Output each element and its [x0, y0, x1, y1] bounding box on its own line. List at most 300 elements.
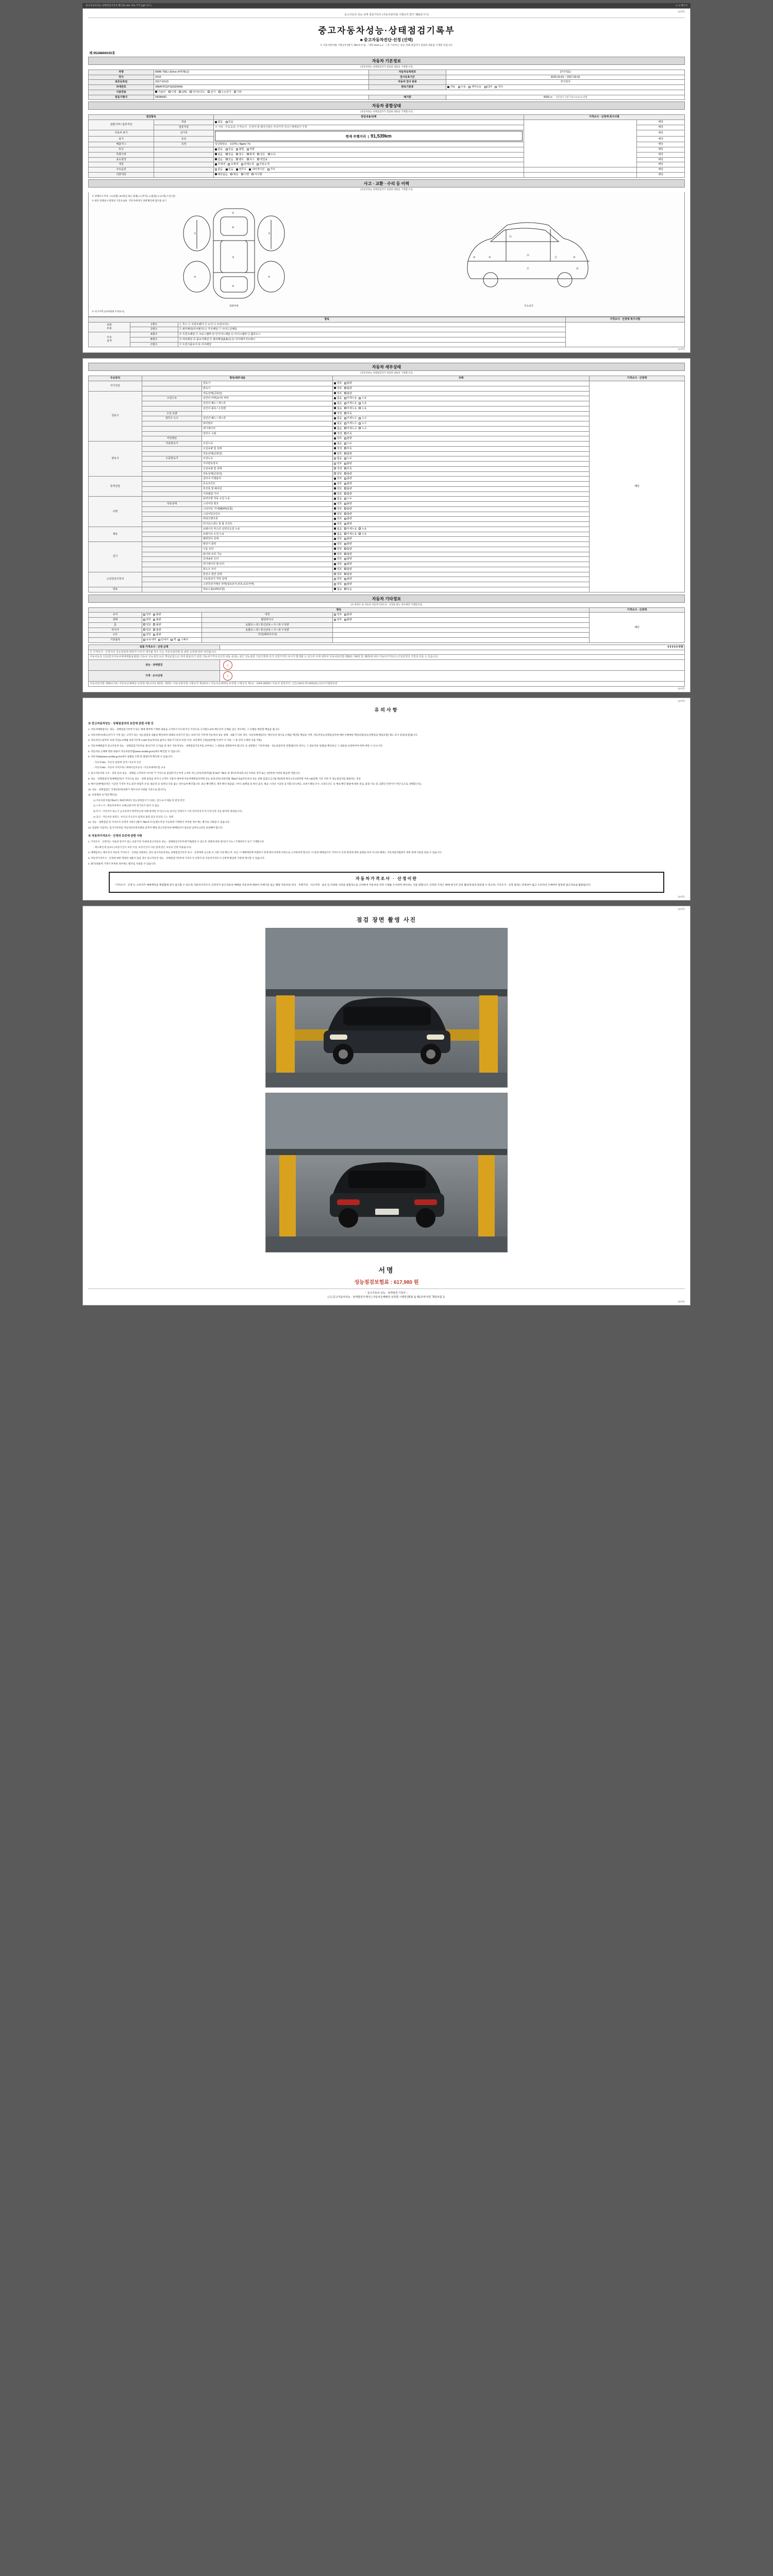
final-price-label: 최종 가격조사 · 산정 금액 — [89, 645, 220, 650]
detail-0-0-option-1[interactable]: 불량 — [344, 382, 352, 385]
history-none[interactable]: 없음 — [215, 153, 223, 157]
section-detail-sub: (자동차성능·상태점검자가 점검한 내용을 기재합니다) — [360, 371, 413, 375]
fuel-option-lpg[interactable]: LPG — [179, 91, 187, 94]
notice-item: 1) 노후노서 : 배당부위에서 교체/교환이력 열거되지 않아 다 없음 — [93, 804, 159, 807]
others-header-3: 가격조사 · 산정액 — [589, 607, 684, 613]
detail-2-0-option-0[interactable]: 없음 — [334, 442, 342, 446]
detail-item-0-1: 변속기 — [201, 386, 333, 391]
fuel-option-hydrogen[interactable]: 수소전기 — [219, 91, 231, 94]
detail-item-5-0: 브레이크 마스터 실린더오일 누유 — [201, 527, 333, 532]
notice-item: 1. 가격조사 · 산정자는 사실과 상이가 있는 보증기간 이내에 중고자동차 성능 · 상태점검기록부에기재(결과 수 있도록 성명에 의한 양식)가 가능 / 기재하다가 표기 기재합니다. — [88, 840, 265, 843]
notice-item: 5. 자동차의 손해에 관한 내용이 자동차관리법(www.car365.go.kr)에서 확인할 수 있습니다. — [88, 750, 181, 753]
usechange-rent[interactable]: 렌트 — [236, 158, 244, 162]
detail-opts-1-0 — [333, 391, 590, 396]
accident-group-1: 주요 골격 — [89, 332, 130, 347]
detail-5-0-option-0[interactable]: 없음 — [334, 528, 342, 531]
detail-item-1-1: 실린더 커버(로커) 커버 — [201, 396, 333, 401]
detail-4-5-option-1[interactable]: 불량 — [344, 522, 352, 526]
detail-4-4-option-0[interactable]: 양호 — [334, 517, 342, 521]
detail-3-1-option-0[interactable]: 양호 — [334, 482, 342, 486]
detail-1-4-option-0[interactable]: 적정 — [334, 412, 342, 416]
overall-label-2: 배출가스 — [89, 142, 154, 147]
detail-6-0-option-1[interactable]: 불량 — [344, 543, 352, 546]
detail-1-9-option-1[interactable]: 불량 — [344, 437, 352, 440]
mileage-cell — [213, 130, 524, 142]
detail-opts-6-2 — [333, 552, 590, 557]
section-accident-sub: (자동차성능·상태점검자가 점검한 내용을 기재합니다) — [360, 188, 413, 191]
color-achromatic[interactable]: 무채색 — [215, 163, 225, 166]
overall-header-3: 가격조사 · 산정액 특가사항 — [524, 115, 684, 120]
accident-items-0: ① 후드 ② 프론트펜더 ③ 도어 ④ 트렁크리드 — [178, 322, 565, 327]
table-row — [89, 80, 685, 85]
others-5-option-3[interactable]: 스패너 — [178, 638, 188, 642]
detail-opts-2-3 — [333, 456, 590, 462]
option-navigation[interactable]: 내비게이션 — [249, 168, 264, 172]
opt-none[interactable]: 없음 — [215, 121, 223, 124]
detail-opts-4-2 — [333, 506, 590, 512]
transmission-options — [446, 85, 685, 90]
fuel-option-gasoline[interactable]: 가솔린 — [155, 91, 165, 94]
detail-1-5-option-2[interactable]: 누수 — [359, 417, 366, 420]
others-4-option-0[interactable]: 양호 — [143, 633, 151, 637]
sheet-page-2 — [82, 358, 691, 692]
others2-0-option-0[interactable]: 양호 — [334, 613, 342, 617]
tuning-none[interactable]: 없음 — [215, 148, 223, 151]
option-yes[interactable]: 있음 — [226, 168, 233, 172]
detail-1-3-option-2[interactable]: 누유 — [359, 407, 366, 411]
detail-4-1-option-0[interactable]: 양호 — [334, 502, 342, 506]
detail-1-5-option-1[interactable]: 미세누수 — [344, 417, 357, 420]
detail-6-4-option-0[interactable]: 양호 — [334, 563, 342, 566]
detail-sub-6-5 — [142, 567, 202, 572]
detail-2-2-option-1[interactable]: 불량 — [344, 452, 352, 456]
detail-1-2-option-0[interactable]: 없음 — [334, 402, 342, 405]
detail-sub-2-5 — [142, 466, 202, 471]
detail-opts-3-1 — [333, 482, 590, 487]
car-frame-diagram-svg — [462, 205, 596, 302]
svg-text:⑤: ⑤ — [268, 275, 271, 279]
usechange-lease[interactable]: 리스 — [247, 158, 255, 162]
section-detail-title: 자동차 세부상태 — [88, 363, 685, 371]
detail-sub-2-0: 자동변속기 — [142, 442, 202, 447]
history-yes[interactable]: 있음 — [226, 153, 233, 157]
detail-5-1-option-2[interactable]: 누유 — [359, 533, 366, 536]
detail-item-6-0: 발전기 출력 — [201, 542, 333, 547]
svg-text:⑰: ⑰ — [527, 267, 530, 270]
detail-item-4-3: 스티어링조인트 — [201, 512, 333, 517]
table-row — [89, 645, 685, 650]
detail-3-3-option-0[interactable]: 양호 — [334, 493, 342, 496]
others2-1-option-0[interactable]: 양호 — [334, 618, 342, 622]
detail-sub-0-1 — [142, 386, 202, 391]
others-0-option-1[interactable]: 불량 — [153, 613, 161, 617]
others-4-option-1[interactable]: 불량 — [153, 633, 161, 637]
detail-6-4-option-1[interactable]: 불량 — [344, 563, 352, 566]
transmission-option-auto[interactable]: 자동 — [447, 86, 455, 89]
footer-line-1: 「 중고자동차 성능 · 상태점검 기록부 」 — [364, 1291, 409, 1295]
detail-sub-1-0 — [142, 391, 202, 396]
detail-sub-6-2 — [142, 552, 202, 557]
detail-opts-2-2 — [333, 451, 590, 456]
detail-1-7-option-1[interactable]: 미세누수 — [344, 427, 357, 431]
accident-rank-1: 2랭크 — [130, 327, 178, 332]
detail-4-0-option-0[interactable]: 없음 — [334, 497, 342, 501]
detail-opts-1-8 — [333, 431, 590, 436]
detail-state-table — [88, 376, 685, 592]
detail-6-5-option-0[interactable]: 양호 — [334, 568, 342, 571]
detail-3-0-option-0[interactable]: 양호 — [334, 477, 342, 481]
fuel-option-hybrid[interactable]: 하이브리드 — [190, 91, 205, 94]
sheet-page-3 — [82, 698, 691, 901]
detail-0-1-option-0[interactable]: 양호 — [334, 387, 342, 391]
detail-opts-3-0 — [333, 477, 590, 482]
detail-3-3-option-1[interactable]: 불량 — [344, 493, 352, 496]
detail-6-1-option-0[interactable]: 양호 — [334, 548, 342, 551]
page-title: 중고자동차성능·상태점검기록부 — [318, 26, 455, 36]
detail-1-1-option-1[interactable]: 미세누유 — [344, 397, 357, 400]
detail-7-0-option-1[interactable]: 불량 — [344, 573, 352, 577]
detail-6-2-option-1[interactable]: 불량 — [344, 553, 352, 556]
recall-na[interactable]: 해당없음 — [215, 173, 228, 177]
basic-value-2: 2017-03-03 — [154, 80, 369, 85]
footer-line-2: [ 1 ] 중고자동차성능 · 상태점검자 확인 | 자동차손해배상 보장법 시행령 [별표 1] 제1호에 따른 책임보험 등 — [328, 1296, 445, 1299]
others-5-option-1[interactable]: 안내서 — [158, 638, 169, 642]
damage-note: ※ 사고이력 (교차/외판 수정표시) — [92, 310, 125, 313]
detail-8-0-option-0[interactable]: 없음 — [334, 588, 342, 591]
usechange-yes[interactable]: 있음 — [226, 158, 233, 162]
detail-4-2-option-0[interactable]: 양호 — [334, 507, 342, 511]
fuel-option-etc[interactable]: 기타 — [234, 91, 242, 94]
fuel-options — [154, 90, 685, 95]
detail-1-2-option-2[interactable]: 누유 — [359, 402, 366, 405]
detail-3-0-option-1[interactable]: 불량 — [344, 477, 352, 481]
detail-2-6-option-0[interactable]: 양호 — [334, 472, 342, 476]
detail-3-2-option-0[interactable]: 양호 — [334, 487, 342, 491]
others-0-option-0[interactable]: 양호 — [143, 613, 151, 617]
inspection-photo-front[interactable] — [265, 928, 508, 1088]
detail-2-0-option-1[interactable]: 누유 — [344, 442, 352, 446]
detail-1-3-option-0[interactable]: 없음 — [334, 407, 342, 411]
fee-line — [88, 1278, 685, 1289]
others-3-option-1[interactable]: 불량 — [153, 629, 161, 632]
detail-1-0-option-0[interactable]: 양호 — [334, 392, 342, 396]
detail-5-0-option-1[interactable]: 미세누유 — [344, 528, 357, 531]
table-row — [89, 682, 685, 687]
detail-sub-4-5 — [142, 522, 202, 527]
others-opts2-2 — [333, 622, 590, 628]
others-1-option-1[interactable]: 불량 — [153, 618, 161, 622]
detail-1-1-option-2[interactable]: 누유 — [359, 397, 366, 400]
others-table — [88, 607, 685, 643]
detail-2-1-option-1[interactable]: 부족 — [344, 447, 352, 451]
seal-icon-2: 인 — [223, 671, 232, 681]
detail-group-2: 변속기 — [89, 442, 142, 477]
detail-sub-4-3 — [142, 512, 202, 517]
detail-opts-7-0 — [333, 572, 590, 577]
company-value-2 — [220, 671, 684, 682]
detail-opts-4-4 — [333, 517, 590, 522]
others-label2-3: 윤활유 □ 좌 / 통산균동 □ 우 / 좌 구성량 — [201, 628, 333, 633]
notice-item: - 자동차365 : 자동차 실판매 검색 / 자동차 등록 — [93, 760, 141, 764]
detail-1-6-option-2[interactable]: 누수 — [359, 422, 366, 426]
detail-2-4-option-0[interactable]: 양호 — [334, 462, 342, 466]
detail-6-3-option-0[interactable]: 양호 — [334, 557, 342, 561]
overall-header-0: 점검항목 — [89, 115, 214, 120]
detail-6-1-option-1[interactable]: 불량 — [344, 548, 352, 551]
detail-7-2-option-0[interactable]: 양호 — [334, 583, 342, 586]
others2-0-option-1[interactable]: 불량 — [344, 613, 352, 617]
accident-parts-table — [88, 317, 685, 348]
detail-7-1-option-1[interactable]: 불량 — [344, 578, 352, 581]
basic-value2-5: 4395 cc — [543, 95, 553, 99]
others-5-option-0[interactable]: 보유내역 — [143, 638, 156, 642]
emission-co: 일산화탄소 — [214, 143, 228, 146]
car-figure-exterior — [177, 205, 291, 308]
others-2-option-1[interactable]: 불량 — [153, 623, 161, 627]
detail-4-2-option-1[interactable]: 불량 — [344, 507, 352, 511]
transmission-option-semiauto[interactable]: 세미오토 — [468, 86, 481, 89]
detail-7-0-option-0[interactable]: 양호 — [334, 573, 342, 577]
transmission-option-manual[interactable]: 수동 — [458, 86, 466, 89]
table-row: 압류저당 ※ 저당 : 무효중과, 가격조사 · 산정자 및 폐지사항은 부의가격 작성 / 매매업자 기재 해당 — [89, 125, 685, 130]
tuning-legal[interactable]: 적법 — [247, 148, 255, 151]
car-figure-frame — [462, 205, 596, 308]
detail-2-4-option-1[interactable]: 불량 — [344, 462, 352, 466]
detail-1-8-option-1[interactable]: 부족 — [344, 432, 352, 436]
detail-1-9-option-0[interactable]: 양호 — [334, 437, 342, 440]
basic-value-5: N63B44D — [154, 95, 369, 100]
detail-4-3-option-0[interactable]: 양호 — [334, 513, 342, 516]
table-row — [89, 381, 685, 386]
page-code-2: (2/4쪽) — [678, 687, 685, 690]
others-opts-3 — [142, 628, 202, 633]
detail-opts-5-2 — [333, 537, 590, 542]
basic-label2-2: 자동차 검사 종류 — [368, 80, 446, 85]
fuel-option-electric[interactable]: 전기 — [208, 91, 215, 94]
detail-0-0-option-0[interactable]: 양호 — [334, 382, 342, 385]
detail-7-1-option-0[interactable]: 양호 — [334, 578, 342, 581]
tuning-illegal[interactable]: 불법 — [236, 148, 244, 151]
seal-icon: 인 — [223, 660, 232, 670]
others-2-option-0[interactable]: 양호 — [143, 623, 151, 627]
detail-2-2-option-0[interactable]: 양호 — [334, 452, 342, 456]
overall-opts-3 — [213, 147, 524, 152]
declaration-body: "가격조사 · 산정"은 소비자가 매매계약을 체결함에 있어 참고할 수 있도록 자동차가격조사·산정자가 중고자동차 매매용 자동차에 대하여 자체기준 또는 해당 자동차의 연식 · 주행거리 · 사고이력 · 옵션 등 다양한 사항을 종합적으로 고려하여 자동차의 적정 시세를 조사하여 제시하는 것을 말합니다. 산정된 가격은 매매 당사자 간의 협의에 따라 달라질 수 있으며, 가격조사 · 산정 결과는 강제성이 없고 소비자의 구매여부 결정에 참고자료로 활용됩니다. — [115, 884, 591, 887]
others-opts2-0 — [333, 613, 590, 618]
detail-0-1-option-1[interactable]: 불량 — [344, 387, 352, 391]
detail-sub-4-1: 작동상태 — [142, 502, 202, 507]
detail-1-7-option-2[interactable]: 누수 — [359, 427, 366, 431]
option-etc[interactable]: 기타 — [267, 168, 275, 172]
detail-header-4: 가격조사 · 산정액 — [589, 376, 684, 381]
detail-8-0-option-1[interactable]: 있음 — [344, 588, 352, 591]
overall-label-5: 용도변경 — [89, 157, 154, 162]
detail-header-0: 주요장치 — [89, 376, 142, 381]
detail-2-1-option-0[interactable]: 적정 — [334, 447, 342, 451]
history-theft[interactable]: 도난 — [268, 153, 276, 157]
notice-item: 3. 자동차인도일부터 보증기간(1~3개월 보증기간에 1,000 킬로미터로 없어나 대등기기록의 보장 이상, 보증계약 근원(실판매) 이상이 더 이하, 그 중 먼저 도래한 것을 적용) — [88, 739, 262, 742]
detail-item-2-4: 기어변속장치 — [201, 462, 333, 467]
detail-5-1-option-0[interactable]: 없음 — [334, 533, 342, 536]
table-row — [89, 95, 685, 100]
others-5-option-2[interactable]: 잭 — [171, 638, 176, 642]
detail-item-6-2: 와이퍼 모터 기능 — [201, 552, 333, 557]
svg-text:⑩: ⑩ — [573, 256, 576, 259]
inspection-photo-rear[interactable] — [265, 1093, 508, 1252]
detail-1-6-option-1[interactable]: 미세누수 — [344, 422, 357, 426]
basic-info-table — [88, 70, 685, 100]
detail-2-6-option-1[interactable]: 불량 — [344, 472, 352, 476]
detail-1-4-option-1[interactable]: 부족 — [344, 412, 352, 416]
detail-4-1-option-1[interactable]: 불량 — [344, 502, 352, 506]
opt-yes[interactable]: 있음 — [226, 121, 233, 124]
color-full-paint[interactable]: 전체도색 — [241, 163, 254, 166]
detail-opts-1-5 — [333, 416, 590, 421]
detail-4-0-option-1[interactable]: 누유 — [344, 497, 352, 501]
detail-4-4-option-1[interactable]: 불량 — [344, 517, 352, 521]
detail-group-8: 연료 — [89, 587, 142, 592]
tuning-yes[interactable]: 있음 — [226, 148, 233, 151]
basic-label-2: 최초등록일 — [89, 80, 154, 85]
detail-1-0-option-1[interactable]: 불량 — [344, 392, 352, 396]
notice-item: 4) 검사 : 자동차의 원형도, 부식의 주요건이 없게의 불량 검의 문의의 드는 상태 — [93, 815, 174, 818]
history-flood[interactable]: 침수 — [236, 153, 244, 157]
detail-7-2-option-1[interactable]: 불량 — [344, 583, 352, 586]
others-opts2-1 — [333, 618, 590, 623]
detail-sub-2-3: 수동변속기 — [142, 456, 202, 462]
detail-sub-2-4 — [142, 462, 202, 467]
detail-sub-6-3 — [142, 557, 202, 562]
detail-group-6: 전기 — [89, 542, 142, 572]
others-3-option-0[interactable]: 양호 — [143, 629, 151, 632]
detail-sub-6-0 — [142, 542, 202, 547]
table-row — [89, 90, 685, 95]
usechange-none[interactable]: 없음 — [215, 158, 223, 162]
accident-header-parts: 항목 — [89, 317, 566, 322]
table-row: 색상 무채색 유채색 전체도색 부분도색 해당 — [89, 162, 685, 167]
history-fire[interactable]: 화재 — [247, 153, 255, 157]
detail-3-1-option-1[interactable]: 불량 — [344, 482, 352, 486]
detail-5-0-option-2[interactable]: 누유 — [359, 528, 366, 531]
topbar-left-text: 중고자동차성능·상태점검기록부 확인용 URL 바로 가기 (QR 코드) — [86, 4, 152, 7]
overall-label-8: 리콜대상 — [89, 172, 154, 177]
others-label-5: 기본품목 — [89, 638, 142, 643]
overall-opts-8 — [213, 172, 524, 177]
detail-2-3-option-0[interactable]: 없음 — [334, 457, 342, 461]
color-chromatic[interactable]: 유채색 — [228, 163, 238, 166]
detail-1-2-option-1[interactable]: 미세누유 — [344, 402, 357, 405]
detail-5-2-option-1[interactable]: 불량 — [344, 537, 352, 541]
detail-3-2-option-1[interactable]: 불량 — [344, 487, 352, 491]
usechange-commercial[interactable]: 영업용 — [257, 158, 267, 162]
others-1-option-0[interactable]: 양호 — [143, 618, 151, 622]
detail-1-1-option-0[interactable]: 없음 — [334, 397, 342, 400]
fee-value: 617,980 원 — [393, 1279, 419, 1285]
detail-item-6-1: 시동 모터 — [201, 547, 333, 552]
table-row: 특별이력 없음 있음 침수 화재 전손 도난 해당 — [89, 152, 685, 157]
detail-5-2-option-0[interactable]: 양호 — [334, 537, 342, 541]
table-row: 자동차 표기 실거리 현재 주행거리 | 91,539km 해당 — [89, 130, 685, 136]
detail-2-3-option-1[interactable]: 누유 — [344, 457, 352, 461]
svg-text:③: ③ — [232, 256, 234, 259]
recall-done[interactable]: 이행 — [241, 173, 249, 177]
detail-sub-1-1: 오일누유 — [142, 396, 202, 401]
transmission-option-cvt[interactable]: CVT — [484, 86, 493, 89]
detail-sub-1-5: 냉각수 누수 — [142, 416, 202, 421]
basic-value2-2: 정기검사 — [446, 80, 685, 85]
option-none[interactable]: 없음 — [215, 168, 223, 172]
detail-6-0-option-0[interactable]: 양호 — [334, 543, 342, 546]
notice-page-code: (2/4쪽) — [678, 699, 685, 702]
detail-4-5-option-0[interactable]: 양호 — [334, 522, 342, 526]
history-total-loss[interactable]: 전손 — [257, 153, 265, 157]
table-row: 튜닝 없음 있음 불법 적법 해당 — [89, 147, 685, 152]
fuel-option-diesel[interactable]: 디젤 — [169, 91, 176, 94]
detail-2-5-option-1[interactable]: 부족 — [344, 467, 352, 471]
detail-2-5-option-0[interactable]: 적정 — [334, 467, 342, 471]
table-row — [89, 70, 685, 75]
detail-item-7-0: 충전구 절연 상태 — [201, 572, 333, 577]
detail-sub-7-0 — [142, 572, 202, 577]
detail-opts-2-4 — [333, 462, 590, 467]
detail-5-1-option-1[interactable]: 미세누유 — [344, 533, 357, 536]
overall-opts-5 — [213, 157, 524, 162]
others2-1-option-1[interactable]: 불량 — [344, 618, 352, 622]
detail-sub-1-8 — [142, 431, 202, 436]
detail-4-3-option-1[interactable]: 불량 — [344, 513, 352, 516]
overall-header-2: 점검내용/상태 — [213, 115, 524, 120]
final-price-fineprint: 자동차등록 인증(한국자동차해체재활용협회) 자동차 성능점검 보증 책임보험으로 하며 활용하기 위한 자동차가격조사산정 내용 중에는 최근 성능점검 기준가액에 의거 산정가격의 차이가 발생할 수 있으며 이에 대하여 자동차관리법 제58조 제4항 및 제6항에 따라 자동차가격조사·산정금액의 가액과 다를 수 있습니다. — [89, 655, 685, 660]
detail-1-8-option-0[interactable]: 적정 — [334, 432, 342, 436]
detail-6-2-option-0[interactable]: 양호 — [334, 553, 342, 556]
detail-opts-1-6 — [333, 421, 590, 427]
others-label2-1: 휠얼라이너 — [201, 618, 333, 623]
detail-1-3-option-1[interactable]: 미세누유 — [344, 407, 357, 411]
detail-item-0-0: 원동기 — [201, 381, 333, 386]
recall-applies[interactable]: 해당 — [230, 173, 238, 177]
detail-6-5-option-1[interactable]: 불량 — [344, 568, 352, 571]
detail-opts-4-5 — [333, 522, 590, 527]
recall-pending[interactable]: 미이행 — [251, 173, 262, 177]
notice-item: 2. 매매업자는 매수인이 자동차 가격조사 · 산정을 의뢰하는 경우 중고자동차성능·상태점검기록부 표시 · 산정액에 금고용 이 사항 이상 확인 후, 보인 시 매매계약에 부합하기 전에 매수인에게 서면으로 고지하여야 합니다. 이 중과 매매업자가 가격조사·산정 결과에 대한 설명을 하지 아니한 때에는 자동차관리법령이 정한 제재 사항을 받을 수 있습니다. — [88, 851, 442, 854]
detail-1-5-option-0[interactable]: 없음 — [334, 417, 342, 420]
detail-sub-8-0 — [142, 587, 202, 592]
others-price-cell: 해당 — [589, 613, 684, 643]
table-row — [89, 85, 685, 90]
detail-opts-2-5 — [333, 466, 590, 471]
transmission-option-etc[interactable]: 기타 — [495, 86, 502, 89]
overall-emission — [213, 142, 524, 147]
svg-text:⑪: ⑪ — [554, 256, 558, 259]
detail-sub-1-9: 커먼레일 — [142, 436, 202, 442]
others-label-3: 타이어 — [89, 628, 142, 633]
accident-header-price: 가격조사 · 산정액 특가사항 — [565, 317, 684, 322]
section-overall-title: 자동차 종합상태 — [88, 101, 685, 110]
detail-group-7: 고전원전기장치 — [89, 572, 142, 587]
detail-item-1-2: 실린더 헤드 / 개스킷 — [201, 401, 333, 406]
option-sunroof[interactable]: 썬루프 — [236, 168, 246, 172]
table-header-row — [89, 376, 685, 381]
color-part-paint[interactable]: 부분도색 — [257, 163, 270, 166]
detail-6-3-option-1[interactable]: 불량 — [344, 557, 352, 561]
detail-item-2-6: 작동상태(공회전) — [201, 471, 333, 477]
others-opts-2 — [142, 622, 202, 628]
others-opts2-4 — [333, 633, 590, 638]
address-note: 자동차관리법 제58조의4 / 자동차손해배상 보장법 제1조의3 제2항, 제3항 / 자동차관리법 시행규칙 제120조 / 자동차손해배상 보장법 시행규칙 제1조 : 1644-39039 / 자동차 점검부터 : (인) 140-0-75-4291(0) (주)아이엠회원관 — [89, 682, 685, 687]
detail-1-6-option-0[interactable]: 없음 — [334, 422, 342, 426]
detail-1-7-option-0[interactable]: 없음 — [334, 427, 342, 431]
detail-item-1-0: 작동상태(공회전) — [201, 391, 333, 396]
